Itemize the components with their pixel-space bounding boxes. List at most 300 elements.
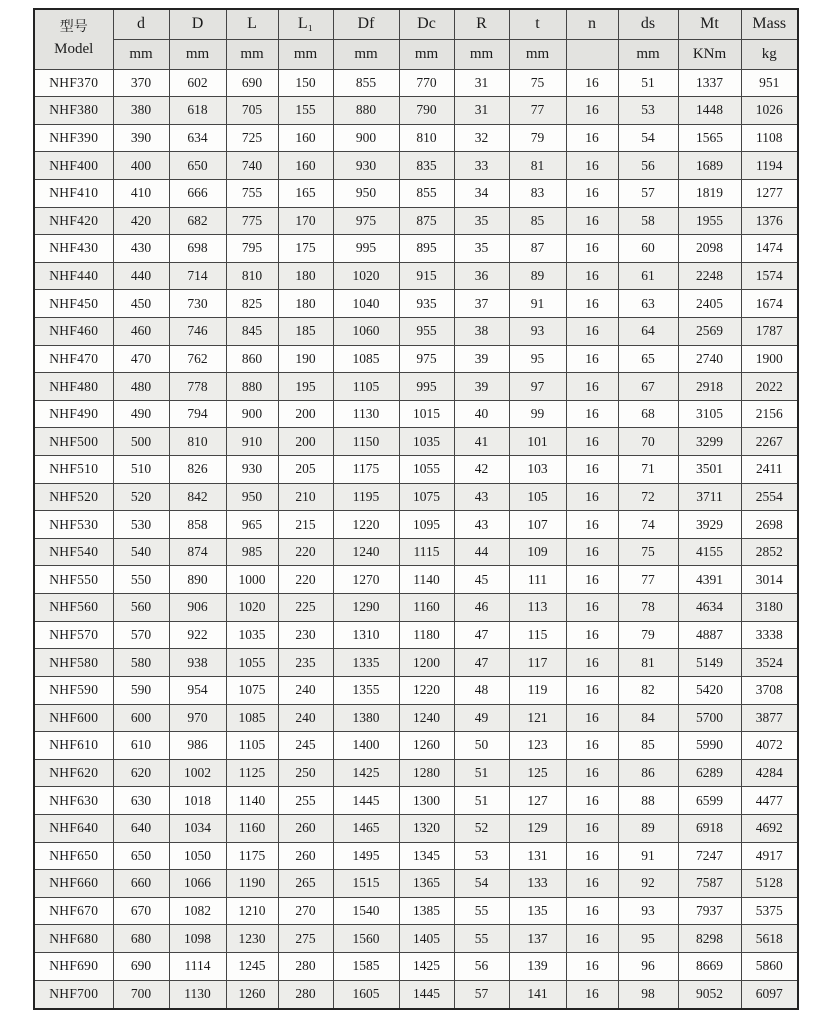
cell-ds: 74 bbox=[618, 511, 678, 539]
cell-R: 43 bbox=[454, 483, 509, 511]
cell-n: 16 bbox=[566, 290, 618, 318]
cell-n: 16 bbox=[566, 870, 618, 898]
cell-L1: 265 bbox=[278, 870, 333, 898]
cell-Df: 1335 bbox=[333, 649, 399, 677]
cell-ds: 57 bbox=[618, 179, 678, 207]
cell-L1: 220 bbox=[278, 538, 333, 566]
cell-Mass: 1376 bbox=[741, 207, 798, 235]
cell-Mt: 4634 bbox=[678, 594, 741, 622]
cell-ds: 65 bbox=[618, 345, 678, 373]
cell-Mt: 3105 bbox=[678, 400, 741, 428]
cell-R: 47 bbox=[454, 621, 509, 649]
table-row bbox=[34, 732, 798, 760]
cell-n: 16 bbox=[566, 69, 618, 97]
cell-R: 41 bbox=[454, 428, 509, 456]
column-header-R: R bbox=[454, 9, 509, 39]
row-model: NHF610 bbox=[34, 732, 113, 760]
cell-d: 680 bbox=[113, 925, 169, 953]
cell-Mass: 3524 bbox=[741, 649, 798, 677]
cell-d: 520 bbox=[113, 483, 169, 511]
column-unit-Mass: kg bbox=[741, 39, 798, 69]
cell-L: 1175 bbox=[226, 842, 278, 870]
cell-ds: 98 bbox=[618, 980, 678, 1009]
cell-t: 95 bbox=[509, 345, 566, 373]
cell-Mass: 3338 bbox=[741, 621, 798, 649]
cell-D: 1082 bbox=[169, 897, 226, 925]
cell-Mass: 1194 bbox=[741, 152, 798, 180]
cell-L1: 270 bbox=[278, 897, 333, 925]
cell-Dc: 1075 bbox=[399, 483, 454, 511]
table-row bbox=[34, 870, 798, 898]
row-model: NHF550 bbox=[34, 566, 113, 594]
cell-Mt: 1337 bbox=[678, 69, 741, 97]
table-row bbox=[34, 925, 798, 953]
cell-n: 16 bbox=[566, 345, 618, 373]
cell-t: 117 bbox=[509, 649, 566, 677]
cell-Mass: 951 bbox=[741, 69, 798, 97]
cell-Mt: 7937 bbox=[678, 897, 741, 925]
cell-d: 410 bbox=[113, 179, 169, 207]
row-model: NHF470 bbox=[34, 345, 113, 373]
row-model: NHF510 bbox=[34, 456, 113, 484]
cell-Dc: 1180 bbox=[399, 621, 454, 649]
cell-L1: 250 bbox=[278, 759, 333, 787]
cell-D: 666 bbox=[169, 179, 226, 207]
model-header-zh: 型号 bbox=[59, 20, 88, 36]
cell-D: 762 bbox=[169, 345, 226, 373]
cell-Mt: 7587 bbox=[678, 870, 741, 898]
cell-Mt: 6918 bbox=[678, 814, 741, 842]
cell-R: 33 bbox=[454, 152, 509, 180]
cell-D: 1098 bbox=[169, 925, 226, 953]
cell-Mass: 6097 bbox=[741, 980, 798, 1009]
cell-ds: 75 bbox=[618, 538, 678, 566]
cell-ds: 78 bbox=[618, 594, 678, 622]
table-row bbox=[34, 373, 798, 401]
cell-L1: 160 bbox=[278, 152, 333, 180]
cell-Df: 900 bbox=[333, 124, 399, 152]
cell-Mt: 2740 bbox=[678, 345, 741, 373]
cell-ds: 95 bbox=[618, 925, 678, 953]
cell-D: 746 bbox=[169, 317, 226, 345]
cell-Mt: 3711 bbox=[678, 483, 741, 511]
cell-Dc: 1115 bbox=[399, 538, 454, 566]
cell-R: 55 bbox=[454, 925, 509, 953]
cell-Mass: 2411 bbox=[741, 456, 798, 484]
cell-Mt: 8298 bbox=[678, 925, 741, 953]
cell-Dc: 995 bbox=[399, 373, 454, 401]
cell-R: 45 bbox=[454, 566, 509, 594]
column-header-D: D bbox=[169, 9, 226, 39]
cell-t: 81 bbox=[509, 152, 566, 180]
cell-n: 16 bbox=[566, 897, 618, 925]
cell-Df: 1380 bbox=[333, 704, 399, 732]
cell-ds: 82 bbox=[618, 676, 678, 704]
table-row bbox=[34, 980, 798, 1009]
header-row-units bbox=[34, 39, 798, 69]
table-row bbox=[34, 97, 798, 125]
cell-Mass: 3180 bbox=[741, 594, 798, 622]
cell-Dc: 955 bbox=[399, 317, 454, 345]
cell-R: 54 bbox=[454, 870, 509, 898]
row-model: NHF560 bbox=[34, 594, 113, 622]
cell-L1: 160 bbox=[278, 124, 333, 152]
cell-d: 430 bbox=[113, 235, 169, 263]
cell-Mt: 1689 bbox=[678, 152, 741, 180]
cell-R: 57 bbox=[454, 980, 509, 1009]
cell-L1: 200 bbox=[278, 400, 333, 428]
cell-t: 139 bbox=[509, 953, 566, 981]
cell-L: 910 bbox=[226, 428, 278, 456]
cell-L1: 170 bbox=[278, 207, 333, 235]
cell-t: 135 bbox=[509, 897, 566, 925]
cell-n: 16 bbox=[566, 456, 618, 484]
cell-L1: 220 bbox=[278, 566, 333, 594]
table-row bbox=[34, 290, 798, 318]
cell-d: 700 bbox=[113, 980, 169, 1009]
row-model: NHF420 bbox=[34, 207, 113, 235]
table-row bbox=[34, 262, 798, 290]
cell-Df: 1585 bbox=[333, 953, 399, 981]
cell-Dc: 1405 bbox=[399, 925, 454, 953]
cell-Df: 1290 bbox=[333, 594, 399, 622]
cell-L1: 155 bbox=[278, 97, 333, 125]
cell-d: 540 bbox=[113, 538, 169, 566]
cell-t: 79 bbox=[509, 124, 566, 152]
row-model: NHF660 bbox=[34, 870, 113, 898]
cell-n: 16 bbox=[566, 925, 618, 953]
cell-D: 1130 bbox=[169, 980, 226, 1009]
cell-D: 1066 bbox=[169, 870, 226, 898]
cell-d: 590 bbox=[113, 676, 169, 704]
cell-L1: 215 bbox=[278, 511, 333, 539]
row-model: NHF490 bbox=[34, 400, 113, 428]
cell-n: 16 bbox=[566, 842, 618, 870]
row-model: NHF670 bbox=[34, 897, 113, 925]
cell-Mass: 1108 bbox=[741, 124, 798, 152]
cell-L1: 190 bbox=[278, 345, 333, 373]
cell-Dc: 1055 bbox=[399, 456, 454, 484]
header-row-labels bbox=[34, 9, 798, 39]
column-unit-Mt: KNm bbox=[678, 39, 741, 69]
row-model: NHF680 bbox=[34, 925, 113, 953]
cell-d: 450 bbox=[113, 290, 169, 318]
cell-ds: 68 bbox=[618, 400, 678, 428]
cell-Mass: 2698 bbox=[741, 511, 798, 539]
cell-d: 600 bbox=[113, 704, 169, 732]
column-unit-L: mm bbox=[226, 39, 278, 69]
cell-Mt: 4155 bbox=[678, 538, 741, 566]
cell-Mass: 3877 bbox=[741, 704, 798, 732]
cell-d: 380 bbox=[113, 97, 169, 125]
column-unit-ds: mm bbox=[618, 39, 678, 69]
cell-Mass: 4692 bbox=[741, 814, 798, 842]
cell-Mt: 2098 bbox=[678, 235, 741, 263]
table-row bbox=[34, 538, 798, 566]
cell-ds: 54 bbox=[618, 124, 678, 152]
cell-D: 794 bbox=[169, 400, 226, 428]
cell-d: 670 bbox=[113, 897, 169, 925]
cell-ds: 81 bbox=[618, 649, 678, 677]
cell-Df: 1060 bbox=[333, 317, 399, 345]
cell-t: 91 bbox=[509, 290, 566, 318]
cell-Dc: 1345 bbox=[399, 842, 454, 870]
cell-ds: 58 bbox=[618, 207, 678, 235]
row-model: NHF480 bbox=[34, 373, 113, 401]
cell-Df: 1195 bbox=[333, 483, 399, 511]
cell-Df: 930 bbox=[333, 152, 399, 180]
cell-R: 49 bbox=[454, 704, 509, 732]
cell-L: 1140 bbox=[226, 787, 278, 815]
cell-n: 16 bbox=[566, 207, 618, 235]
cell-d: 610 bbox=[113, 732, 169, 760]
cell-d: 500 bbox=[113, 428, 169, 456]
cell-Df: 1085 bbox=[333, 345, 399, 373]
cell-R: 43 bbox=[454, 511, 509, 539]
cell-ds: 84 bbox=[618, 704, 678, 732]
cell-ds: 70 bbox=[618, 428, 678, 456]
cell-d: 660 bbox=[113, 870, 169, 898]
cell-ds: 79 bbox=[618, 621, 678, 649]
cell-d: 420 bbox=[113, 207, 169, 235]
cell-L1: 205 bbox=[278, 456, 333, 484]
cell-L1: 240 bbox=[278, 704, 333, 732]
cell-n: 16 bbox=[566, 428, 618, 456]
cell-L1: 255 bbox=[278, 787, 333, 815]
cell-L: 1210 bbox=[226, 897, 278, 925]
cell-L: 1190 bbox=[226, 870, 278, 898]
cell-Dc: 770 bbox=[399, 69, 454, 97]
column-unit-Df: mm bbox=[333, 39, 399, 69]
cell-Mass: 5128 bbox=[741, 870, 798, 898]
cell-Mt: 2248 bbox=[678, 262, 741, 290]
cell-n: 16 bbox=[566, 152, 618, 180]
column-header-Dc: Dc bbox=[399, 9, 454, 39]
cell-d: 490 bbox=[113, 400, 169, 428]
cell-t: 97 bbox=[509, 373, 566, 401]
cell-Dc: 1385 bbox=[399, 897, 454, 925]
cell-Df: 1240 bbox=[333, 538, 399, 566]
table-row bbox=[34, 400, 798, 428]
table-row bbox=[34, 69, 798, 97]
row-model: NHF380 bbox=[34, 97, 113, 125]
cell-L: 755 bbox=[226, 179, 278, 207]
row-model: NHF500 bbox=[34, 428, 113, 456]
cell-R: 31 bbox=[454, 69, 509, 97]
cell-Mt: 2569 bbox=[678, 317, 741, 345]
cell-Df: 1020 bbox=[333, 262, 399, 290]
table-row bbox=[34, 152, 798, 180]
cell-R: 32 bbox=[454, 124, 509, 152]
cell-Mass: 5618 bbox=[741, 925, 798, 953]
cell-L1: 165 bbox=[278, 179, 333, 207]
cell-ds: 63 bbox=[618, 290, 678, 318]
table-row bbox=[34, 814, 798, 842]
cell-D: 1034 bbox=[169, 814, 226, 842]
cell-d: 460 bbox=[113, 317, 169, 345]
cell-Mass: 1474 bbox=[741, 235, 798, 263]
cell-Mass: 2554 bbox=[741, 483, 798, 511]
table-row bbox=[34, 594, 798, 622]
cell-D: 938 bbox=[169, 649, 226, 677]
cell-R: 34 bbox=[454, 179, 509, 207]
cell-L: 880 bbox=[226, 373, 278, 401]
cell-R: 42 bbox=[454, 456, 509, 484]
table-row bbox=[34, 787, 798, 815]
cell-Mt: 2918 bbox=[678, 373, 741, 401]
cell-ds: 60 bbox=[618, 235, 678, 263]
cell-L: 740 bbox=[226, 152, 278, 180]
column-unit-t: mm bbox=[509, 39, 566, 69]
cell-D: 778 bbox=[169, 373, 226, 401]
cell-d: 630 bbox=[113, 787, 169, 815]
cell-Mt: 5420 bbox=[678, 676, 741, 704]
cell-R: 44 bbox=[454, 538, 509, 566]
cell-Df: 1445 bbox=[333, 787, 399, 815]
row-model: NHF370 bbox=[34, 69, 113, 97]
cell-R: 36 bbox=[454, 262, 509, 290]
cell-Mass: 4477 bbox=[741, 787, 798, 815]
cell-Dc: 875 bbox=[399, 207, 454, 235]
column-header-L1: L₁ bbox=[278, 9, 333, 39]
cell-Mt: 6599 bbox=[678, 787, 741, 815]
row-model: NHF400 bbox=[34, 152, 113, 180]
cell-L1: 240 bbox=[278, 676, 333, 704]
cell-Df: 950 bbox=[333, 179, 399, 207]
cell-Df: 1400 bbox=[333, 732, 399, 760]
cell-Df: 1355 bbox=[333, 676, 399, 704]
cell-D: 682 bbox=[169, 207, 226, 235]
cell-D: 1018 bbox=[169, 787, 226, 815]
cell-t: 121 bbox=[509, 704, 566, 732]
cell-n: 16 bbox=[566, 980, 618, 1009]
cell-n: 16 bbox=[566, 235, 618, 263]
cell-ds: 64 bbox=[618, 317, 678, 345]
table-row bbox=[34, 179, 798, 207]
cell-Mt: 4391 bbox=[678, 566, 741, 594]
cell-Df: 880 bbox=[333, 97, 399, 125]
cell-D: 858 bbox=[169, 511, 226, 539]
cell-Mt: 3299 bbox=[678, 428, 741, 456]
cell-L: 965 bbox=[226, 511, 278, 539]
cell-Dc: 1365 bbox=[399, 870, 454, 898]
cell-n: 16 bbox=[566, 649, 618, 677]
cell-Mass: 5860 bbox=[741, 953, 798, 981]
cell-n: 16 bbox=[566, 594, 618, 622]
cell-D: 714 bbox=[169, 262, 226, 290]
cell-L1: 210 bbox=[278, 483, 333, 511]
cell-t: 83 bbox=[509, 179, 566, 207]
row-model: NHF440 bbox=[34, 262, 113, 290]
cell-t: 99 bbox=[509, 400, 566, 428]
cell-L1: 175 bbox=[278, 235, 333, 263]
cell-Mt: 8669 bbox=[678, 953, 741, 981]
cell-L1: 260 bbox=[278, 842, 333, 870]
cell-ds: 91 bbox=[618, 842, 678, 870]
cell-L: 810 bbox=[226, 262, 278, 290]
cell-R: 31 bbox=[454, 97, 509, 125]
cell-L: 1160 bbox=[226, 814, 278, 842]
row-model: NHF640 bbox=[34, 814, 113, 842]
cell-d: 690 bbox=[113, 953, 169, 981]
cell-Mt: 6289 bbox=[678, 759, 741, 787]
cell-t: 137 bbox=[509, 925, 566, 953]
column-unit-d: mm bbox=[113, 39, 169, 69]
cell-ds: 89 bbox=[618, 814, 678, 842]
cell-ds: 72 bbox=[618, 483, 678, 511]
cell-t: 75 bbox=[509, 69, 566, 97]
cell-R: 48 bbox=[454, 676, 509, 704]
cell-ds: 53 bbox=[618, 97, 678, 125]
cell-Mt: 3929 bbox=[678, 511, 741, 539]
cell-Dc: 855 bbox=[399, 179, 454, 207]
cell-D: 698 bbox=[169, 235, 226, 263]
cell-Mt: 4887 bbox=[678, 621, 741, 649]
cell-Df: 995 bbox=[333, 235, 399, 263]
cell-t: 93 bbox=[509, 317, 566, 345]
cell-Df: 1495 bbox=[333, 842, 399, 870]
row-model: NHF390 bbox=[34, 124, 113, 152]
cell-ds: 77 bbox=[618, 566, 678, 594]
cell-n: 16 bbox=[566, 787, 618, 815]
cell-L1: 235 bbox=[278, 649, 333, 677]
cell-Dc: 1320 bbox=[399, 814, 454, 842]
cell-Mass: 1900 bbox=[741, 345, 798, 373]
cell-L1: 280 bbox=[278, 980, 333, 1009]
column-header-ds: ds bbox=[618, 9, 678, 39]
cell-t: 109 bbox=[509, 538, 566, 566]
cell-L: 985 bbox=[226, 538, 278, 566]
cell-L: 705 bbox=[226, 97, 278, 125]
cell-Mass: 3708 bbox=[741, 676, 798, 704]
cell-d: 530 bbox=[113, 511, 169, 539]
column-unit-Dc: mm bbox=[399, 39, 454, 69]
cell-n: 16 bbox=[566, 483, 618, 511]
cell-Df: 975 bbox=[333, 207, 399, 235]
cell-Dc: 1425 bbox=[399, 953, 454, 981]
cell-L: 860 bbox=[226, 345, 278, 373]
cell-Dc: 1140 bbox=[399, 566, 454, 594]
cell-n: 16 bbox=[566, 262, 618, 290]
cell-Df: 1310 bbox=[333, 621, 399, 649]
cell-n: 16 bbox=[566, 953, 618, 981]
cell-n: 16 bbox=[566, 511, 618, 539]
cell-R: 51 bbox=[454, 787, 509, 815]
cell-d: 390 bbox=[113, 124, 169, 152]
cell-n: 16 bbox=[566, 317, 618, 345]
cell-t: 131 bbox=[509, 842, 566, 870]
cell-t: 103 bbox=[509, 456, 566, 484]
cell-d: 370 bbox=[113, 69, 169, 97]
row-model: NHF530 bbox=[34, 511, 113, 539]
table-row bbox=[34, 511, 798, 539]
cell-d: 580 bbox=[113, 649, 169, 677]
cell-Mt: 1819 bbox=[678, 179, 741, 207]
cell-n: 16 bbox=[566, 124, 618, 152]
cell-L1: 180 bbox=[278, 290, 333, 318]
column-header-Df: Df bbox=[333, 9, 399, 39]
cell-D: 890 bbox=[169, 566, 226, 594]
cell-Df: 1220 bbox=[333, 511, 399, 539]
cell-d: 400 bbox=[113, 152, 169, 180]
cell-ds: 96 bbox=[618, 953, 678, 981]
cell-ds: 92 bbox=[618, 870, 678, 898]
cell-R: 40 bbox=[454, 400, 509, 428]
cell-ds: 51 bbox=[618, 69, 678, 97]
cell-R: 39 bbox=[454, 373, 509, 401]
cell-Df: 1175 bbox=[333, 456, 399, 484]
row-model: NHF520 bbox=[34, 483, 113, 511]
